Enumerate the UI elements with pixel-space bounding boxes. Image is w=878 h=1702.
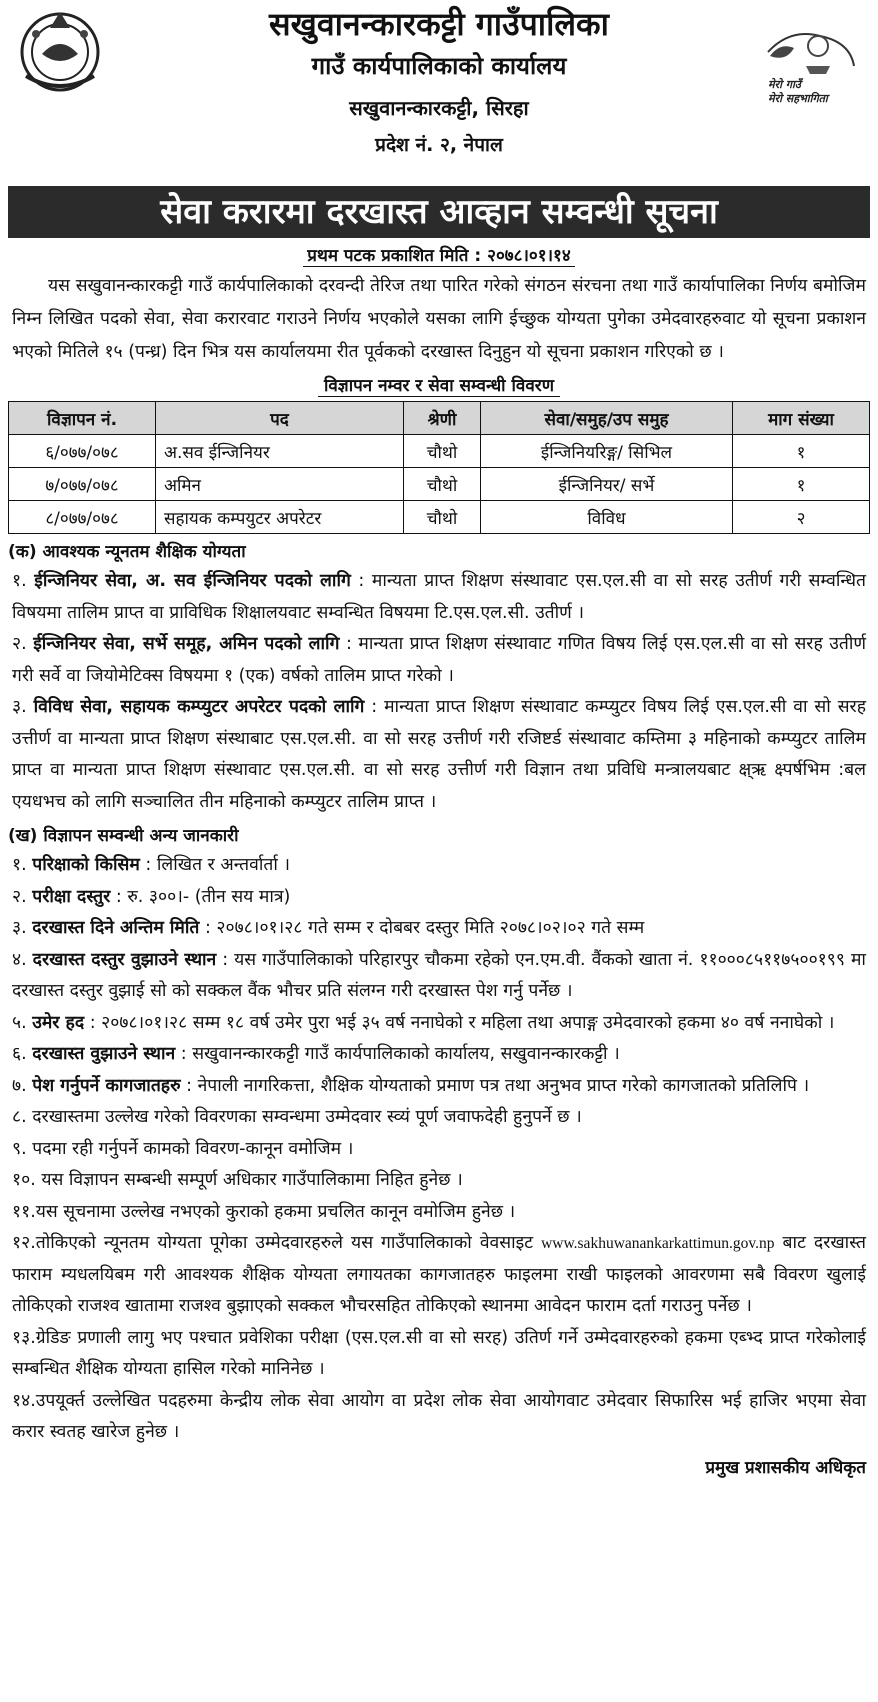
vacancy-table bbox=[8, 401, 870, 534]
info-item bbox=[12, 1102, 866, 1134]
item-text: तोकिएको न्यूनतम योग्यता पूगेका उम्मेदवारहरुले यस गाउँपालिकाको वेवसाइट bbox=[35, 1233, 542, 1253]
cell-demand: २ bbox=[733, 501, 870, 534]
item-number: २. bbox=[12, 886, 27, 907]
item-bold-label: ईन्जिनियर सेवा, अ. सव ईन्जिनियर पदको लागि bbox=[34, 571, 351, 591]
cell-level: चौथो bbox=[404, 501, 481, 534]
cell-level: चौथो bbox=[404, 468, 481, 501]
item-text: दरखास्तमा उल्लेख गरेको विवरणका सम्वन्धमा उम्मेदवार स्व्यं पूर्ण जवाफदेही हुनुपर्ने छ । bbox=[32, 1107, 582, 1127]
qualification-item bbox=[12, 566, 866, 629]
notice-page bbox=[8, 4, 870, 1694]
info-item bbox=[12, 1134, 866, 1166]
col-header: पद bbox=[156, 402, 404, 435]
item-number: ११. bbox=[12, 1201, 36, 1222]
item-text: : नेपाली नागरिकत्ता, शैक्षिक योग्यताको प्रमाण पत्र तथा अनुभव प्राप्त गरेको कागजातको प्रतिलिपि । bbox=[180, 1075, 810, 1096]
table-heading-text: विज्ञापन नम्वर र सेवा सम्वन्धी विवरण bbox=[318, 376, 560, 397]
item-number: ५. bbox=[12, 1012, 27, 1033]
cell-post: अमिन bbox=[156, 468, 404, 501]
col-header: सेवा/समुह/उप समुह bbox=[481, 402, 733, 435]
item-text-continued: बाट दरखास्त फाराम म्यधलयिबम गरी आवश्यक शैक्षिक योग्यता लगायतका कागजातहरु फाइलमा राखी फाइलको आवरणमा सबै विवरण खुलाई तोकिएको राजश्व खातामा राजश्व बुझाएको सक्कल भौचरसहित तोकिएको स्थानमा आवेदन फाराम दर्ता गराउनु पर्नेछ । bbox=[12, 1233, 866, 1316]
item-text: : २०७८।०१।२८ गते सम्म र दोबबर दस्तुर मिति २०७८।०२।०२ गते सम्म bbox=[199, 918, 645, 938]
item-bold-label: पेश गर्नुपर्ने कागजातहरु bbox=[32, 1075, 181, 1096]
item-number: ६. bbox=[12, 1044, 27, 1064]
col-header: विज्ञापन नं. bbox=[9, 402, 156, 435]
item-bold-label: दरखास्त दस्तुर वुझाउने स्थान bbox=[32, 949, 217, 970]
logo-text-2: मेरो सहभागिता bbox=[768, 92, 828, 105]
item-text: : यस गाउँपालिकाको परिहारपुर चौकमा रहेको एन.एम.वी. वैंकको खाता नं. ११०००८५११७५००१९९ मा दरखास्त दस्तुर वुझाई सो को सक्कल वैंक भौचर प्रति संलग्न गरी दरखास्त पेश गर्नु पर्नेछ । bbox=[12, 949, 866, 1001]
notice-header bbox=[8, 4, 870, 182]
table-row bbox=[9, 435, 870, 468]
item-text: : मान्यता प्राप्त शिक्षण संस्थावाट गणित विषय लिई एस.एल.सी वा सो सरह उतीर्ण गरी सर्वे वा जियोमेटिक्स विषयमा १ (एक) वर्षको तालिम प्राप्त गरेको । bbox=[12, 634, 867, 686]
qualification-item bbox=[12, 692, 866, 818]
cell-ad-number: ६/०७७/०७८ bbox=[9, 435, 156, 468]
item-number: ४. bbox=[12, 949, 27, 970]
item-number: ३. bbox=[12, 918, 27, 938]
published-date: प्रथम पटक प्रकाशित मिति : २०७८।०१।१४ bbox=[303, 246, 574, 267]
item-text: ग्रेडिङ प्रणाली लागु भए पश्चात प्रवेशिका परीक्षा (एस.एल.सी वा सो सरह) उतिर्ण गर्ने उम्मेदवारहरुको हकमा एब्भ्द प्राप्त गरेकोलाई सम्बन्धित शैक्षिक योग्यता हासिल गरेको मानिनेछ । bbox=[12, 1327, 866, 1379]
item-bold-label: विविध सेवा, सहायक कम्प्युटर अपरेटर पदको लागि bbox=[33, 697, 365, 717]
cell-ad-number: ७/०७७/०७८ bbox=[9, 468, 156, 501]
info-item bbox=[12, 1323, 866, 1386]
item-bold-label: दरखास्त दिने अन्तिम मिति bbox=[32, 918, 200, 938]
section-b-title: (ख) विज्ञापन सम्वन्धी अन्य जानकारी bbox=[8, 826, 239, 846]
info-item bbox=[12, 1071, 866, 1103]
item-number: ९. bbox=[12, 1138, 27, 1159]
notice-banner-title: सेवा करारमा दरखास्त आव्हान सम्वन्धी सूचना bbox=[8, 186, 870, 238]
item-bold-label: ईन्जिनियर सेवा, सर्भे समूह, अमिन पदको लागि bbox=[33, 634, 340, 654]
item-text: पदमा रही गर्नुपर्ने कामको विवरण-कानून वमोजिम । bbox=[32, 1138, 354, 1159]
cell-demand: १ bbox=[733, 468, 870, 501]
item-bold-label: उमेर हद bbox=[32, 1012, 85, 1033]
intro-paragraph: यस सखुवानन्कारकट्टी गाउँ कार्यपालिकाको दरवन्दी तेरिज तथा पारित गरेको संगठन संरचना तथा गाउँ कार्यापालिका निर्णय बमोजिम निम्न लिखित पदको सेवा, सेवा करारवाट गराउने निर्णय भएकोले यसका लागि ईच्छुक योग्यता पुगेका उमेदवारहरुवाट यो सूचना प्रकाशन भएको मितिले १५ (पन्ध्र) दिन भित्र यस कार्यालयमा रीत पूर्वकको दरखास्त दिनुहुन यो सूचना प्रकाशन गरिएको छ । bbox=[12, 276, 866, 362]
info-item bbox=[12, 882, 866, 914]
logo-text-1: मेरो गाउँ bbox=[768, 78, 801, 91]
cell-level: चौथो bbox=[404, 435, 481, 468]
office-name: गाउँ कार्यपालिकाको कार्यालय bbox=[311, 52, 567, 80]
item-number: ३. bbox=[12, 697, 27, 717]
section-a-title: (क) आवश्यक न्यूनतम शैक्षिक योग्यता bbox=[8, 542, 246, 562]
item-number: ८. bbox=[12, 1107, 27, 1127]
info-item bbox=[12, 1039, 866, 1071]
item-number: १४. bbox=[12, 1390, 36, 1411]
item-number: १३. bbox=[12, 1327, 36, 1348]
item-text: : २०७८।०१।२८ सम्म १८ वर्ष उमेर पुरा भई ३५ वर्ष ननाघेको र महिला तथा अपाङ्ग उमेदवारको हकमा ४० वर्ष ननाघेको । bbox=[84, 1012, 835, 1033]
table-header-row bbox=[9, 402, 870, 435]
item-bold-label: दरखास्त वुझाउने स्थान bbox=[32, 1044, 176, 1064]
item-text: : सखुवानन्कारकट्टी गाउँ कार्यपालिकाको कार्यालय, सखुवानन्कारकट्टी । bbox=[175, 1044, 620, 1064]
item-text: : लिखित र अन्तर्वार्ता । bbox=[139, 855, 291, 875]
qualification-item bbox=[12, 629, 866, 692]
cell-ad-number: ८/०७७/०७८ bbox=[9, 501, 156, 534]
table-row bbox=[9, 501, 870, 534]
item-number: १. bbox=[12, 855, 27, 875]
info-item bbox=[12, 1228, 866, 1323]
table-heading bbox=[8, 373, 870, 399]
item-number: २. bbox=[12, 634, 27, 654]
cell-service: ईन्जिनियर/ सर्भे bbox=[481, 468, 733, 501]
item-bold-label: परीक्षा दस्तुर bbox=[32, 886, 111, 907]
table-row bbox=[9, 468, 870, 501]
nepal-emblem-icon bbox=[14, 6, 106, 92]
campaign-logo-icon bbox=[760, 22, 860, 114]
item-number: १०. bbox=[12, 1170, 36, 1190]
info-item bbox=[12, 850, 866, 882]
info-item bbox=[12, 913, 866, 945]
item-text: : मान्यता प्राप्त शिक्षण संस्थावाट एस.एल.सी वा सो सरह उतीर्ण गरी सम्वन्धित विषयमा तालिम प्राप्त वा प्राविधिक शिक्षालयवाट सम्वन्धित विषयमा टि.एस.एल.सी. उतीर्ण । bbox=[12, 571, 866, 623]
info-item bbox=[12, 1008, 866, 1040]
item-bold-label: परिक्षाको किसिम bbox=[32, 855, 140, 875]
cell-service: विविध bbox=[481, 501, 733, 534]
info-item bbox=[12, 1386, 866, 1449]
cell-service: ईन्जिनियरिङ्ग/ सिभिल bbox=[481, 435, 733, 468]
col-header: माग संख्या bbox=[733, 402, 870, 435]
municipality-name: सखुवानन्कारकट्टी गाउँपालिका bbox=[269, 5, 609, 43]
item-text: यस सूचनामा उल्लेख नभएको कुराको हकमा प्रचलित कानून वमोजिम हुनेछ । bbox=[35, 1201, 516, 1222]
info-item bbox=[12, 945, 866, 1008]
cell-demand: १ bbox=[733, 435, 870, 468]
item-text: : रु. ३००।- (तीन सय मात्र) bbox=[110, 886, 291, 907]
cell-post: अ.सव ईन्जिनियर bbox=[156, 435, 404, 468]
col-header: श्रेणी bbox=[404, 402, 481, 435]
province-line: प्रदेश नं. २, नेपाल bbox=[375, 134, 503, 156]
info-item bbox=[12, 1197, 866, 1229]
item-text: यस विज्ञापन सम्बन्धी सम्पूर्ण अधिकार गाउँपालिकामा निहित हुनेछ । bbox=[41, 1170, 463, 1190]
item-number: १. bbox=[12, 571, 27, 591]
item-number: १२. bbox=[12, 1233, 36, 1253]
cell-post: सहायक कम्पयुटर अपरेटर bbox=[156, 501, 404, 534]
published-date-line bbox=[8, 244, 870, 268]
item-number: ७. bbox=[12, 1075, 27, 1096]
item-text: : मान्यता प्राप्त शिक्षण संस्थावाट कम्प्युटर विषय लिई एस.एल.सी वा सो सरह उत्तीर्ण वा मान्यता प्राप्त शिक्षण संस्थाबाट एस.एल.सी. वा सो सरह उत्तीर्ण गरी रजिष्टर्ड संस्थावाट कम्तिमा ३ महिनाको कम्प्युटर तालिम प्राप्त वा मान्यता प्राप्त शिक्षण संस्थावाट एस.एल.सी. वा सो सरह उत्तीर्ण गरी विज्ञान तथा प्रविधि मन्त्रालयबाट क्ष्ऋ क्ष्पर्षभिम :बल एयधभच को लागि सञ्चालित तीन महिनाको कम्प्युटर तालिम प्राप्त । bbox=[12, 697, 866, 812]
office-address: सखुवानन्कारकट्टी, सिरहा bbox=[349, 96, 529, 120]
website-link[interactable]: www.sakhuwanankarkattimun.gov.np bbox=[541, 1235, 775, 1252]
info-item bbox=[12, 1165, 866, 1197]
signature-designation: प्रमुख प्रशासकीय अधिकृत bbox=[705, 1457, 866, 1478]
item-text: उपयूर्क्त उल्लेखित पदहरुमा केन्द्रीय लोक सेवा आयोग वा प्रदेश लोक सेवा आयोगवाट उमेदवार सिफारिस भई हाजिर भएमा सेवा करार स्वतह खारेज हुनेछ । bbox=[12, 1390, 866, 1442]
